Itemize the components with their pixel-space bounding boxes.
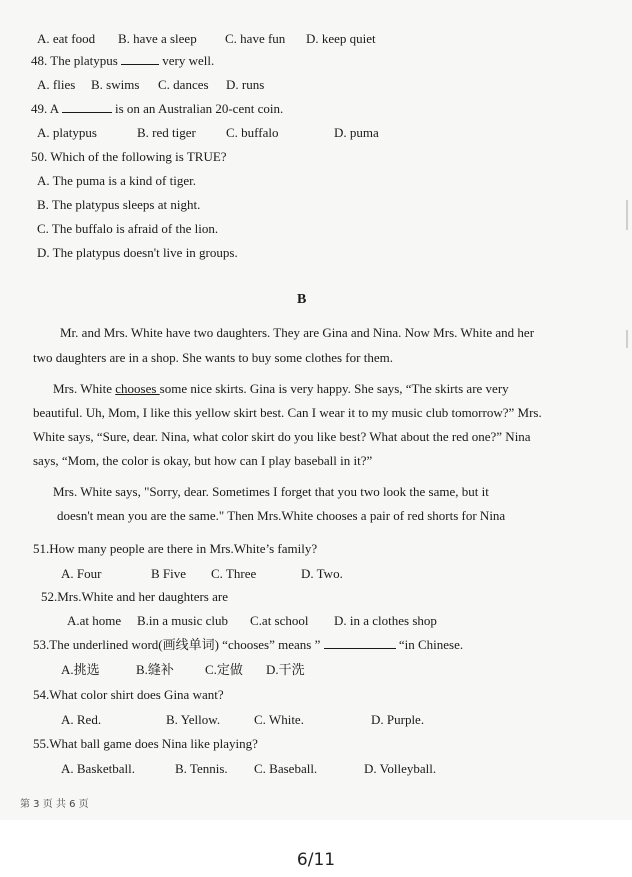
q50-stem: 50. Which of the following is TRUE? [31, 149, 227, 164]
q49-option-d: D. puma [334, 125, 379, 140]
q52-option-b: B.in a music club [137, 613, 228, 628]
q54-option-c: C. White. [254, 712, 304, 727]
q55-option-c: C. Baseball. [254, 761, 318, 776]
passage-p1-line1: Mr. and Mrs. White have two daughters. They are Gina and Nina. Now Mrs. White and her [60, 325, 535, 340]
q47-option-b: B. have a sleep [118, 31, 197, 46]
q51-option-d: D. Two. [301, 566, 343, 581]
q51-stem: 51.How many people are there in Mrs.White’s family? [33, 541, 318, 556]
q55-option-a: A. Basketball. [61, 761, 136, 776]
q49-stem-start: 49. A [31, 101, 59, 116]
q50-option-b: B. The platypus sleeps at night. [37, 197, 201, 212]
q49-stem [31, 101, 283, 117]
q55-option-d: D. Volleyball. [364, 761, 437, 776]
q48-stem [31, 53, 214, 69]
q49-option-a: A. platypus [37, 125, 97, 140]
q51-option-b: B Five [151, 566, 187, 581]
q48-option-d: D. runs [226, 77, 265, 92]
section-heading: B [297, 292, 307, 307]
q54-stem: 54.What color shirt does Gina want? [33, 687, 224, 702]
q51-option-c: C. Three [211, 566, 257, 581]
q53-option-c: C.定做 [205, 662, 243, 677]
passage-p2-rest: some nice skirts. Gina is very happy. She says, “The skirts are very [159, 381, 509, 396]
scan-edge-mark [626, 330, 628, 348]
passage-p2-line3: White says, “Sure, dear. Nina, what color skirt do you like best? What about the red one?” Nina [33, 429, 531, 444]
q53-blank [324, 637, 396, 649]
q49-option-b: B. red tiger [137, 125, 196, 140]
q48-option-b: B. swims [91, 77, 140, 92]
q53-option-a: A.挑选 [61, 662, 100, 677]
q52-option-c: C.at school [250, 613, 309, 628]
q48-option-c: C. dances [158, 77, 209, 92]
page-footer: 第 3 页 共 6 页 [20, 799, 89, 810]
underlined-word: chooses [115, 381, 160, 396]
q54-option-d: D. Purple. [371, 712, 425, 727]
q47-option-d: D. keep quiet [306, 31, 376, 46]
q47-option-c: C. have fun [225, 31, 286, 46]
q53-stem-start: 53.The underlined word(画线单词) “chooses” means ” [33, 637, 321, 652]
q54-option-a: A. Red. [61, 712, 102, 727]
passage-p2-start: Mrs. White [53, 381, 116, 396]
q55-option-b: B. Tennis. [175, 761, 228, 776]
passage-p2-line2: beautiful. Uh, Mom, I like this yellow skirt best. Can I wear it to my music club tomorrow?” Mrs. [33, 405, 542, 420]
passage-p2-line1 [53, 381, 509, 397]
q47-option-a: A. eat food [37, 31, 96, 46]
q48-option-a: A. flies [37, 77, 76, 92]
q50-option-a: A. The puma is a kind of tiger. [37, 173, 196, 188]
passage-p2-line4: says, “Mom, the color is okay, but how can I play baseball in it?” [33, 453, 373, 468]
q52-option-d: D. in a clothes shop [334, 613, 437, 628]
q52-stem: 52.Mrs.White and her daughters are [41, 589, 228, 604]
q48-stem-start: 48. The platypus [31, 53, 118, 68]
passage-p3-line1: Mrs. White says, "Sorry, dear. Sometimes I forget that you two look the same, but it [53, 484, 489, 499]
page-number: 6/11 [296, 850, 336, 870]
q50-option-c: C. The buffalo is afraid of the lion. [37, 221, 219, 236]
q52-option-a: A.at home [67, 613, 122, 628]
q49-option-c: C. buffalo [226, 125, 279, 140]
q49-blank [62, 101, 112, 113]
q51-option-a: A. Four [61, 566, 102, 581]
q55-stem: 55.What ball game does Nina like playing? [33, 736, 258, 751]
q48-blank [121, 53, 159, 65]
q54-option-b: B. Yellow. [166, 712, 221, 727]
q53-option-d: D.干洗 [266, 662, 305, 677]
scan-edge-mark [626, 200, 628, 230]
passage-p3-line2: doesn't mean you are the same." Then Mrs.White chooses a pair of red shorts for Nina [57, 508, 506, 523]
q53-stem [33, 637, 463, 653]
q53-option-b: B.缝补 [136, 662, 174, 677]
passage-p1-line2: two daughters are in a shop. She wants to buy some clothes for them. [33, 350, 393, 365]
q48-stem-end: very well. [162, 53, 215, 68]
q50-option-d: D. The platypus doesn't live in groups. [37, 245, 238, 260]
q49-stem-end: is on an Australian 20-cent coin. [114, 101, 284, 116]
q53-stem-end: “in Chinese. [398, 637, 464, 652]
